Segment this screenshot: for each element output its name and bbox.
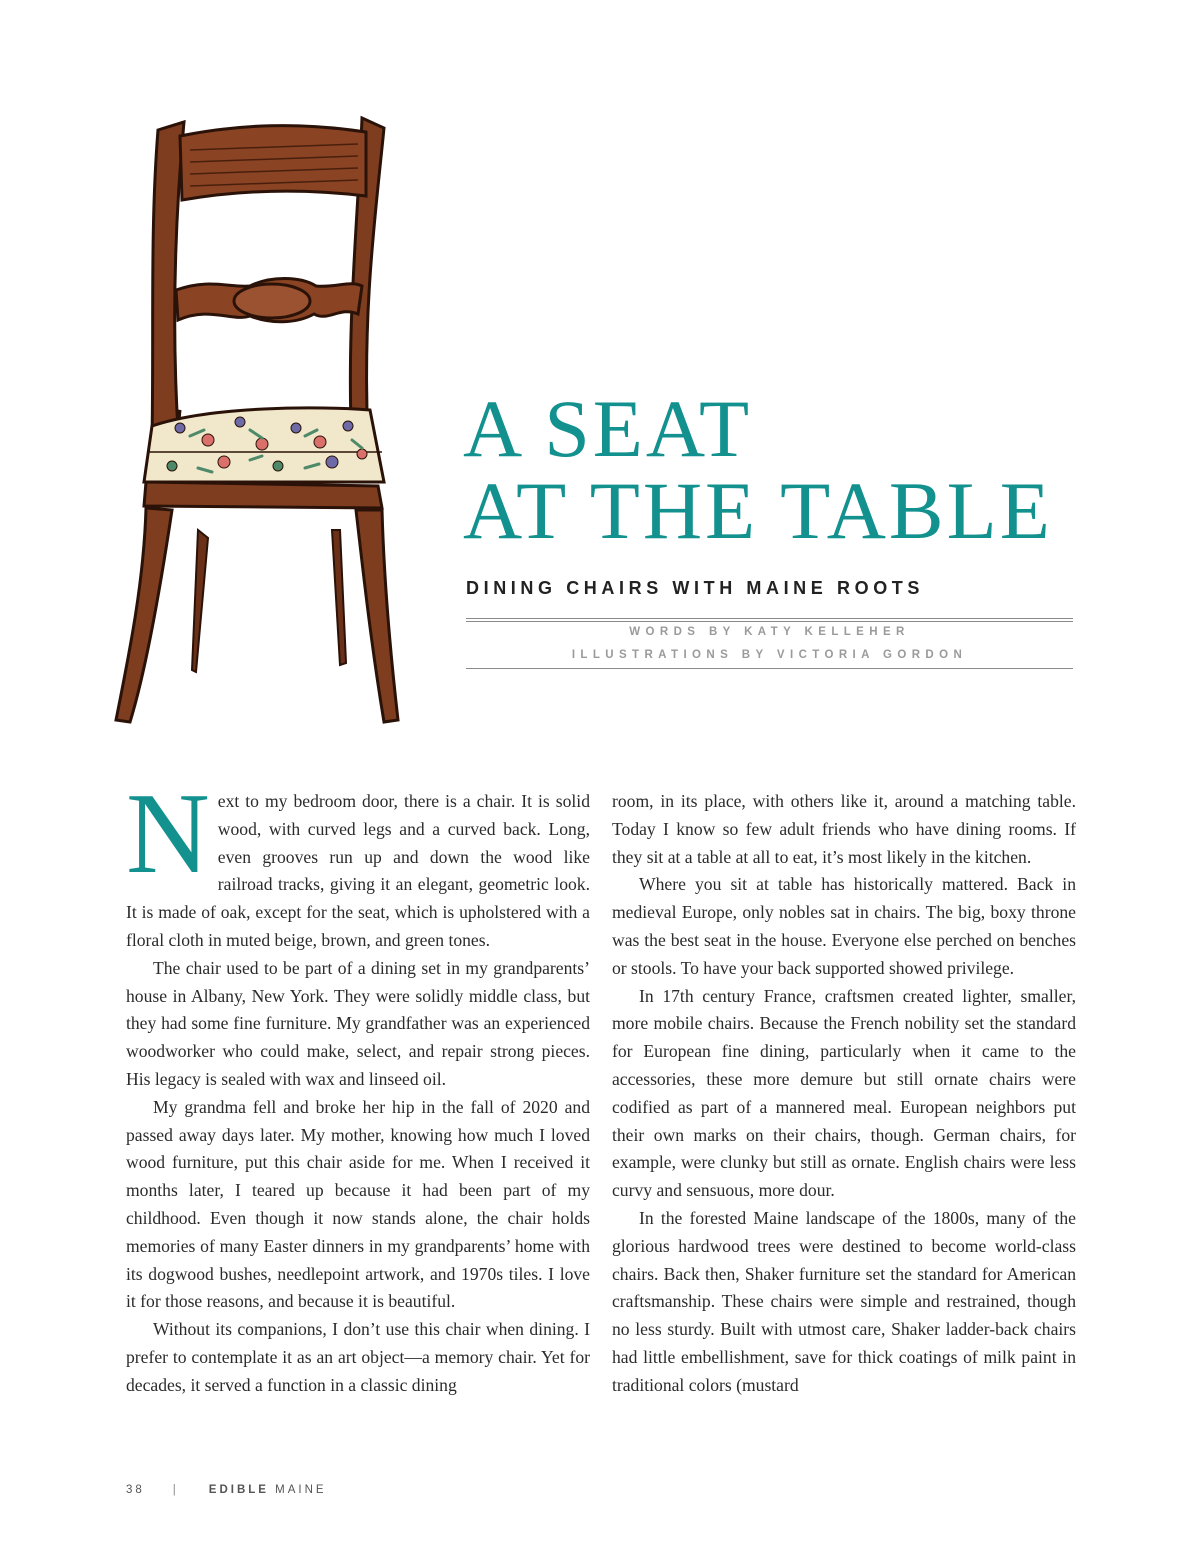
- paragraph: The chair used to be part of a dining set in my grandparents’ house in Albany, New York. They were solidly middle class, but they had some fine furniture. My grandfather was an experienced woodworker who could make, select, and repair strong pieces. His legacy is sealed with wax and linseed oil.: [126, 957, 590, 1089]
- title-line-2: AT THE TABLE: [463, 465, 1053, 556]
- article-title: [463, 383, 1103, 556]
- paragraph: In the forested Maine landscape of the 1800s, many of the glorious hardwood trees were destined to become world-class chairs. Back then, Shaker furniture set the standard for American craftsmanship. These chairs were simple and restrained, though no less sturdy. Built with utmost care, Shaker ladder-back chairs had little embellishment, save for thick coatings of milk paint in traditional colors (mustard: [612, 1207, 1076, 1395]
- article-subtitle: DINING CHAIRS WITH MAINE ROOTS: [466, 578, 924, 598]
- paragraph-text: ext to my bedroom door, there is a chair. It is solid wood, with curved legs and a curved back. Long, even grooves run up and down the wood like railroad tracks, giving it an elegant, geometric look. It is made of oak, except for the seat, which is upholstered with a floral cloth in muted beige, brown, and green tones.: [126, 791, 590, 950]
- divider-top: [466, 618, 1073, 619]
- byline-illustrations: ILLUSTRATIONS BY VICTORIA GORDON: [571, 649, 968, 661]
- publication-name-light: MAINE: [275, 1484, 327, 1496]
- page-footer: [126, 1484, 327, 1496]
- paragraph: room, in its place, with others like it, around a matching table. Today I know so few adult friends who have dining rooms. If they sit at a table at all to eat, it’s most likely in the kitchen.: [612, 791, 1076, 867]
- body-column-right: [612, 788, 1076, 1400]
- drop-cap: N: [126, 770, 210, 898]
- divider-top-double: [466, 621, 1073, 622]
- body-column-left: [126, 770, 590, 1400]
- paragraph: Where you sit at table has historically mattered. Back in medieval Europe, only nobles sat in chairs. The big, boxy throne was the best seat in the house. Everyone else perched on benches or stools. To have your back supported showed privilege.: [612, 874, 1076, 978]
- divider-bottom: [466, 668, 1073, 669]
- chair-illustration: [100, 110, 420, 730]
- paragraph: My grandma fell and broke her hip in the fall of 2020 and passed away days later. My mother, knowing how much I loved wood furniture, put this chair aside for me. When I received it months later, I teared up because it had been part of my childhood. Even though it now stands alone, the chair holds memories of many Easter dinners in my grandparents’ home with its dogwood bushes, needlepoint artwork, and 1970s tiles. I love it for those reasons, and because it is beautiful.: [126, 1096, 590, 1312]
- paragraph: In 17th century France, craftsmen created lighter, smaller, more mobile chairs. Because the French nobility set the standard for European fine dining, particularly when it came to the accessories, these more demure but still ornate chairs were codified as part of a mannered meal. European neighbors put their own marks on their chairs, though. German chairs, for example, were clunky but still as ornate. English chairs were less curvy and sensuous, more dour.: [612, 985, 1076, 1201]
- footer-separator: |: [172, 1484, 179, 1496]
- paragraph: Without its companions, I don’t use this chair when dining. I prefer to contemplate it as an art object—a memory chair. Yet for decades, it served a function in a classic dining: [126, 1319, 590, 1395]
- paragraph: [126, 770, 590, 955]
- publication-name-bold: EDIBLE: [208, 1484, 269, 1496]
- title-line-1: A SEAT: [463, 383, 753, 474]
- byline-words: WORDS BY KATY KELLEHER: [629, 626, 910, 638]
- page-number: 38: [126, 1484, 145, 1496]
